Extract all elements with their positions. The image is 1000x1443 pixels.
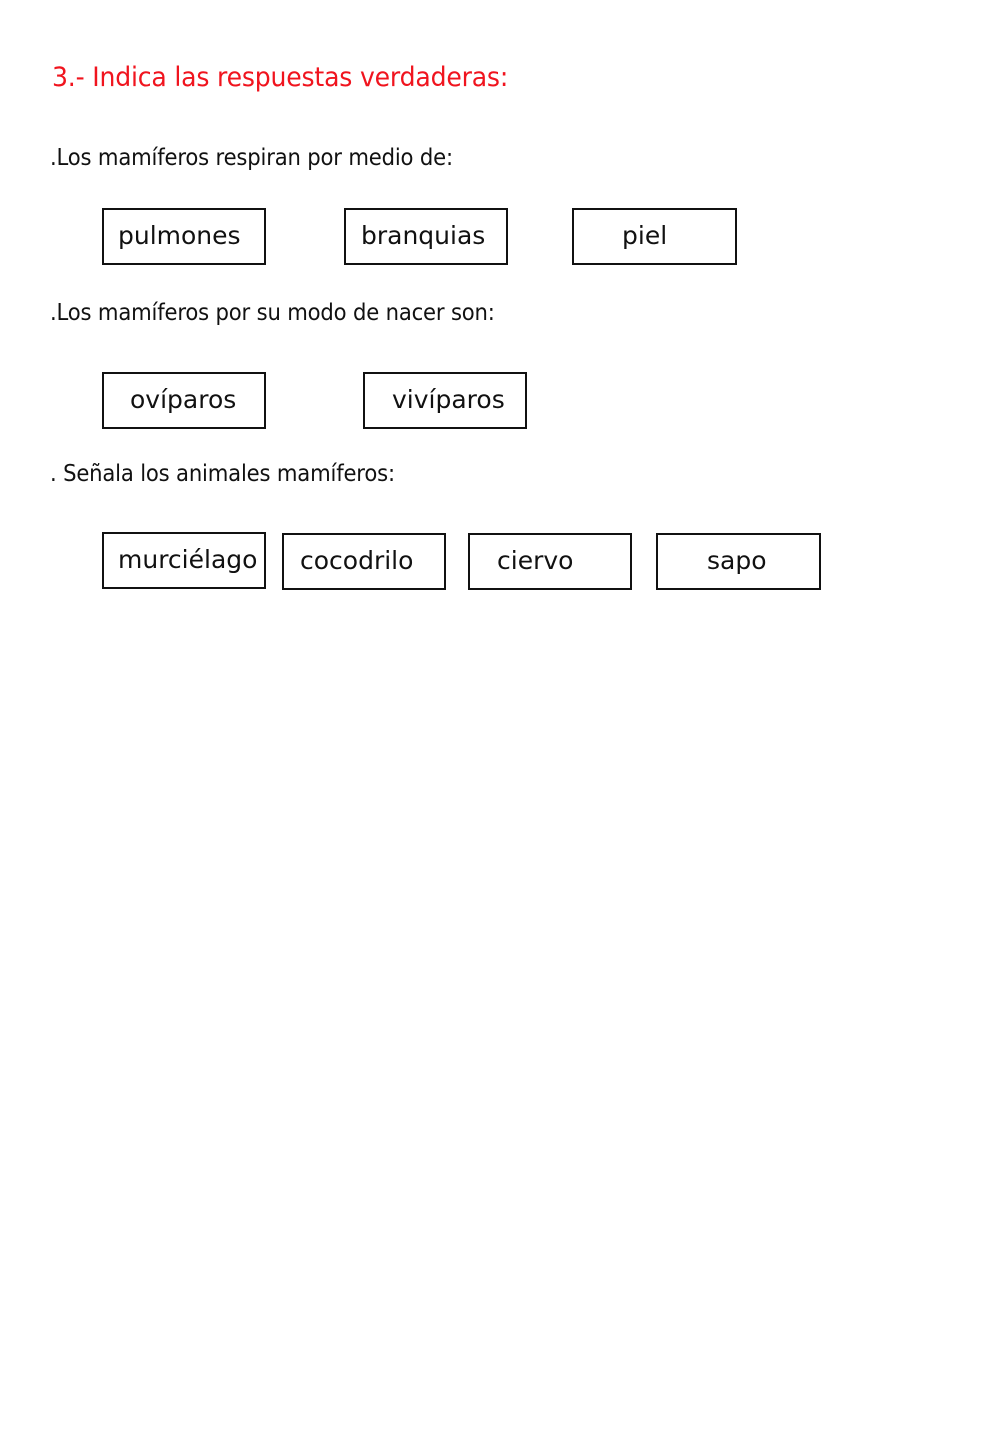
question-3-text: . Señala los animales mamíferos: [50, 461, 395, 487]
option-piel[interactable] [572, 208, 737, 265]
option-murcielago[interactable] [102, 532, 266, 589]
option-label: pulmones [118, 221, 241, 250]
option-label: cocodrilo [300, 546, 414, 575]
option-cocodrilo[interactable] [282, 533, 446, 590]
option-pulmones[interactable] [102, 208, 266, 265]
option-label: ciervo [497, 546, 574, 575]
option-label: sapo [707, 546, 767, 575]
exercise-title: 3.- Indica las respuestas verdaderas: [52, 62, 509, 93]
option-ciervo[interactable] [468, 533, 632, 590]
option-oviparos[interactable] [102, 372, 266, 429]
option-label: branquias [361, 221, 486, 250]
option-label: murciélago [118, 545, 258, 574]
option-label: piel [622, 221, 668, 250]
option-label: ovíparos [130, 385, 237, 414]
option-branquias[interactable] [344, 208, 508, 265]
question-2-text: .Los mamíferos por su modo de nacer son: [50, 300, 495, 326]
option-label: vivíparos [392, 385, 505, 414]
option-viviparos[interactable] [363, 372, 527, 429]
question-1-text: .Los mamíferos respiran por medio de: [50, 145, 453, 171]
option-sapo[interactable] [656, 533, 821, 590]
